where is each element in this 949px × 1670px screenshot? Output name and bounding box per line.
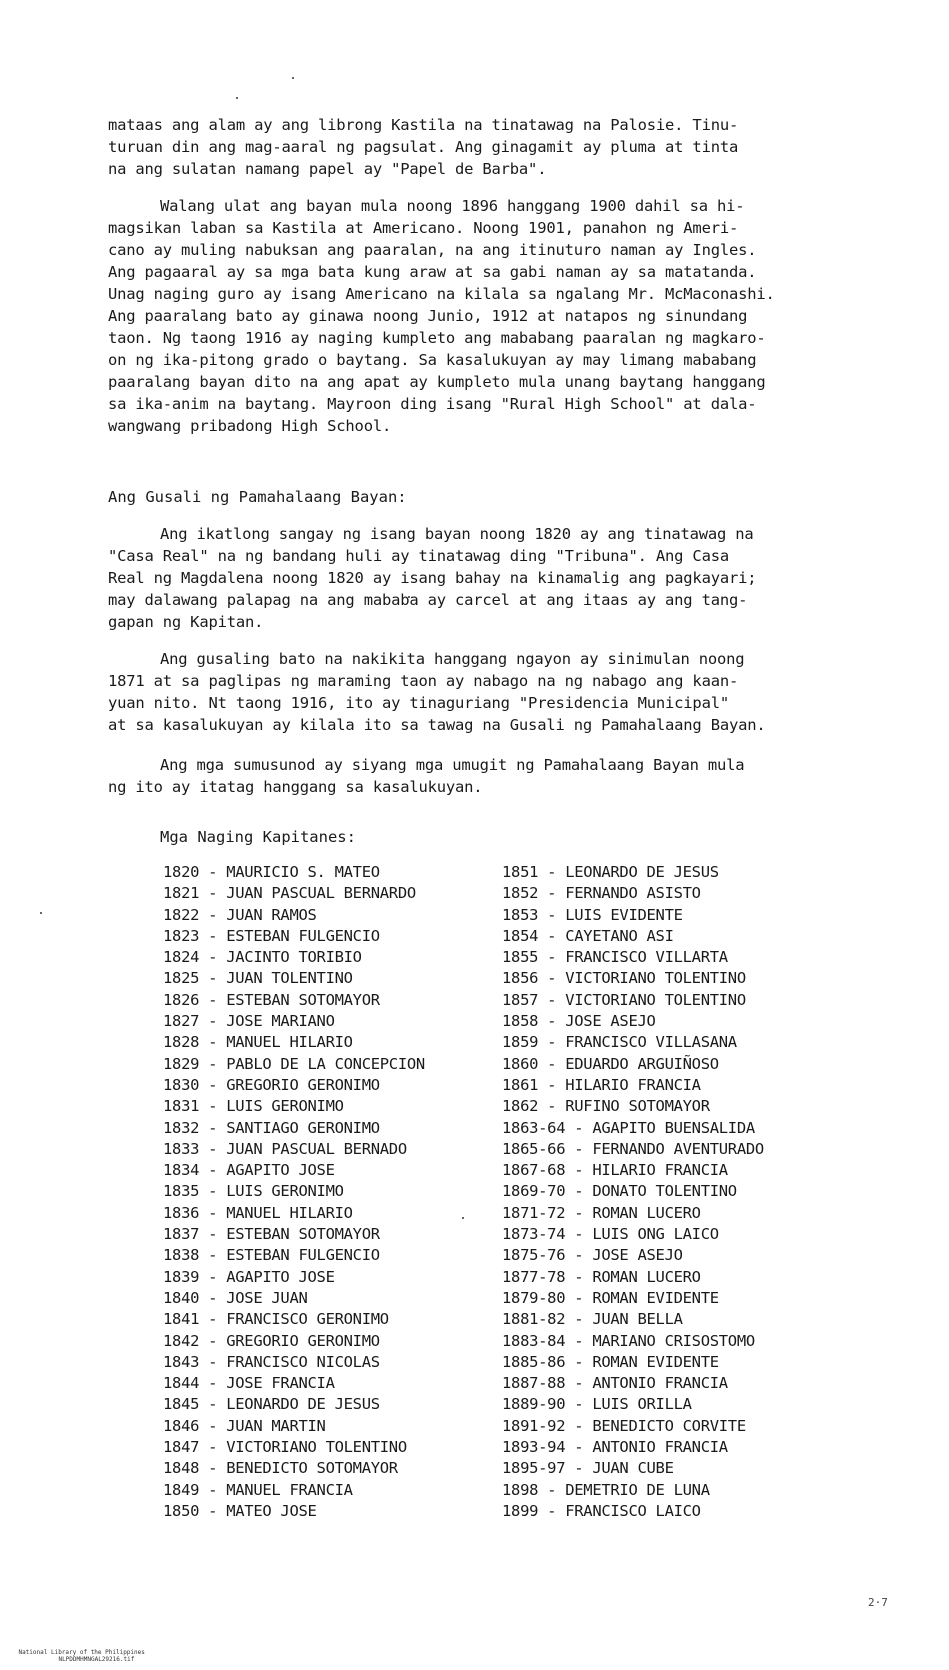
kapitan-entry: 1859 - FRANCISCO VILLASANA xyxy=(502,1033,737,1052)
text-line: Ang pagaaral ay sa mga bata kung araw at sa gabi naman ay sa matatanda. xyxy=(108,263,757,281)
kapitan-entry: 1865-66 - FERNANDO AVENTURADO xyxy=(502,1139,764,1158)
text-line: 1871 at sa paglipas ng maraming taon ay nabago na ng nabago ang kaan- xyxy=(108,672,739,690)
text-line: cano ay muling nabuksan ang paaralan, na ang itinuturo naman ay Ingles. xyxy=(108,241,757,259)
kapitan-entry: 1845 - LEONARDO DE JESUS xyxy=(163,1395,380,1414)
kapitan-entry: 1821 - JUAN PASCUAL BERNARDO xyxy=(163,884,416,903)
kapitan-entry: 1850 - MATEO JOSE xyxy=(163,1501,317,1520)
paragraph-2 xyxy=(108,195,868,437)
text-line: Unag naging guro ay isang Americano na kilala sa ngalang Mr. McMaconashi. xyxy=(108,285,775,303)
kapitan-entry: 1852 - FERNANDO ASISTO xyxy=(502,884,701,903)
kapitan-entry: 1891-92 - BENEDICTO CORVITE xyxy=(502,1416,746,1435)
kapitan-entry: 1820 - MAURICIO S. MATEO xyxy=(163,863,380,881)
kapitan-entry: 1860 - EDUARDO ARGUIÑOSO xyxy=(502,1054,719,1073)
text-line: na ang sulatan namang papel ay "Papel de Barba". xyxy=(108,160,547,178)
kapitan-entry: 1848 - BENEDICTO SOTOMAYOR xyxy=(163,1459,398,1478)
kapitan-entry: 1822 - JUAN RAMOS xyxy=(163,905,317,924)
kapitan-entry: 1836 - MANUEL HILARIO xyxy=(163,1203,353,1222)
text-line: Ang mga sumusunod ay siyang mga umugit ng Pamahalaang Bayan mula xyxy=(160,756,745,774)
text-line: on ng ika-pitong grado o baytang. Sa kasalukuyan ay may limang mababang xyxy=(108,351,757,369)
kapitan-entry: 1832 - SANTIAGO GERONIMO xyxy=(163,1118,380,1137)
kapitan-entry: 1833 - JUAN PASCUAL BERNADO xyxy=(163,1139,407,1158)
scan-speck xyxy=(292,77,294,79)
kapitan-entry: 1879-80 - ROMAN EVIDENTE xyxy=(502,1288,719,1307)
paragraph-1 xyxy=(108,114,868,180)
kapitan-entry: 1895-97 - JUAN CUBE xyxy=(502,1459,674,1478)
kapitan-entry: 1893-94 - ANTONIO FRANCIA xyxy=(502,1438,728,1457)
kapitan-entry: 1887-88 - ANTONIO FRANCIA xyxy=(502,1374,728,1393)
text-line: ng ito ay itatag hanggang sa kasalukuyan. xyxy=(108,778,483,796)
text-line: Real ng Magdalena noong 1820 ay isang bahay na kinamalig ang pagkayari; xyxy=(108,569,757,587)
kapitan-entry: 1862 - RUFINO SOTOMAYOR xyxy=(502,1097,710,1116)
paragraph-5 xyxy=(108,754,868,798)
text-line: yuan nito. Nt taong 1916, ito ay tinaguriang "Presidencia Municipal" xyxy=(108,694,729,712)
kapitan-entry: 1839 - AGAPITO JOSE xyxy=(163,1267,335,1286)
kapitan-entry: 1861 - HILARIO FRANCIA xyxy=(502,1075,701,1094)
kapitan-entry: 1835 - LUIS GERONIMO xyxy=(163,1182,344,1201)
text-line: sa ika-anim na baytang. Mayroon ding isang "Rural High School" at dala- xyxy=(108,395,757,413)
text-line: at sa kasalukuyan ay kilala ito sa tawag na Gusali ng Pamahalaang Bayan. xyxy=(108,716,766,734)
kapitan-entry: 1827 - JOSE MARIANO xyxy=(163,1012,335,1031)
kapitan-entry: 1849 - MANUEL FRANCIA xyxy=(163,1480,353,1499)
kapitan-entry: 1831 - LUIS GERONIMO xyxy=(163,1097,344,1116)
text-line: taon. Ng taong 1916 ay naging kumpleto ang mababang paaralan ng magkaro- xyxy=(108,329,766,347)
kapitan-entry: 1830 - GREGORIO GERONIMO xyxy=(163,1075,380,1094)
kapitan-entry: 1847 - VICTORIANO TOLENTINO xyxy=(163,1438,407,1457)
kapitan-entry: 1844 - JOSE FRANCIA xyxy=(163,1374,335,1393)
kapitan-entry: 1854 - CAYETANO ASI xyxy=(502,926,674,945)
kapitan-entry: 1856 - VICTORIANO TOLENTINO xyxy=(502,969,746,988)
kapitan-entry: 1889-90 - LUIS ORILLA xyxy=(502,1395,692,1414)
text-line: mataas ang alam ay ang librong Kastila na tinatawag na Palosie. Tinu- xyxy=(108,116,739,134)
kapitan-entry: 1846 - JUAN MARTIN xyxy=(163,1416,326,1435)
kapitan-entry: 1885-86 - ROMAN EVIDENTE xyxy=(502,1352,719,1371)
text-line: may dalawang palapag na ang mababa ay carcel at ang itaas ay ang tang- xyxy=(108,591,748,609)
kapitan-entry: 1855 - FRANCISCO VILLARTA xyxy=(502,948,728,967)
kapitan-entry: 1825 - JUAN TOLENTINO xyxy=(163,969,353,988)
kapitan-entry: 1823 - ESTEBAN FULGENCIO xyxy=(163,926,380,945)
kapitan-entry: 1867-68 - HILARIO FRANCIA xyxy=(502,1161,728,1180)
text-line: gapan ng Kapitan. xyxy=(108,613,264,631)
kapitan-entry: 1851 - LEONARDO DE JESUS xyxy=(502,863,719,881)
kapitan-entry: 1877-78 - ROMAN LUCERO xyxy=(502,1267,701,1286)
text-line: magsikan laban sa Kastila at Americano. Noong 1901, panahon ng Ameri- xyxy=(108,219,739,237)
kapitan-entry: 1843 - FRANCISCO NICOLAS xyxy=(163,1352,380,1371)
text-line: "Casa Real" na ng bandang huli ay tinatawag ding "Tribuna". Ang Casa xyxy=(108,547,729,565)
text-line: Ang ikatlong sangay ng isang bayan noong 1820 ay ang tinatawag na xyxy=(160,525,754,543)
kapitan-entry: 1863-64 - AGAPITO BUENSALIDA xyxy=(502,1118,755,1137)
paragraph-3 xyxy=(108,523,868,633)
text-line: wangwang pribadong High School. xyxy=(108,417,392,435)
kapitan-entry: 1869-70 - DONATO TOLENTINO xyxy=(502,1182,737,1201)
kapitan-entry: 1824 - JACINTO TORIBIO xyxy=(163,948,362,967)
footer-library: National Library of the Philippines xyxy=(18,1649,145,1656)
kapitan-entry: 1875-76 - JOSE ASEJO xyxy=(502,1246,683,1265)
text-line: Walang ulat ang bayan mula noong 1896 hanggang 1900 dahil sa hi- xyxy=(160,197,745,215)
kapitan-entry: 1826 - ESTEBAN SOTOMAYOR xyxy=(163,990,380,1009)
kapitan-entry: 1834 - AGAPITO JOSE xyxy=(163,1161,335,1180)
footer-file-id: NLPDDMHMNGAL29216.tif xyxy=(58,1656,135,1663)
text-line: turuan din ang mag-aaral ng pagsulat. Ang ginagamit ay pluma at tinta xyxy=(108,138,739,156)
kapitan-entry: 1899 - FRANCISCO LAICO xyxy=(502,1501,701,1520)
kapitan-entry: 1841 - FRANCISCO GERONIMO xyxy=(163,1310,389,1329)
scan-speck xyxy=(462,1217,464,1219)
kapitan-entry: 1842 - GREGORIO GERONIMO xyxy=(163,1331,380,1350)
section-heading: Ang Gusali ng Pamahalaang Bayan: xyxy=(108,488,407,506)
kapitanes-list-right xyxy=(502,862,764,1522)
scan-footer xyxy=(4,1642,145,1670)
kapitan-entry: 1873-74 - LUIS ONG LAICO xyxy=(502,1225,719,1244)
paragraph-4 xyxy=(108,648,868,736)
kapitanes-list-left xyxy=(163,862,425,1522)
kapitan-entry: 1857 - VICTORIANO TOLENTINO xyxy=(502,990,746,1009)
kapitan-entry: 1829 - PABLO DE LA CONCEPCION xyxy=(163,1054,425,1073)
text-line: paaralang bayan dito na ang apat ay kumpleto mula unang baytang hanggang xyxy=(108,373,766,391)
kapitan-entry: 1840 - JOSE JUAN xyxy=(163,1288,308,1307)
kapitan-entry: 1828 - MANUEL HILARIO xyxy=(163,1033,353,1052)
text-line: Ang paaralang bato ay ginawa noong Junio, 1912 at natapos ng sinundang xyxy=(108,307,748,325)
kapitan-entry: 1853 - LUIS EVIDENTE xyxy=(502,905,683,924)
scan-speck xyxy=(40,912,42,914)
kapitan-entry: 1871-72 - ROMAN LUCERO xyxy=(502,1203,701,1222)
list-heading: Mga Naging Kapitanes: xyxy=(160,828,356,846)
page-mark: 2·7 xyxy=(868,1596,888,1609)
kapitan-entry: 1883-84 - MARIANO CRISOSTOMO xyxy=(502,1331,755,1350)
kapitan-entry: 1898 - DEMETRIO DE LUNA xyxy=(502,1480,710,1499)
scan-speck xyxy=(236,97,238,99)
kapitan-entry: 1837 - ESTEBAN SOTOMAYOR xyxy=(163,1225,380,1244)
kapitan-entry: 1858 - JOSE ASEJO xyxy=(502,1012,656,1031)
text-line: Ang gusaling bato na nakikita hanggang ngayon ay sinimulan noong xyxy=(160,650,745,668)
kapitan-entry: 1838 - ESTEBAN FULGENCIO xyxy=(163,1246,380,1265)
kapitan-entry: 1881-82 - JUAN BELLA xyxy=(502,1310,683,1329)
